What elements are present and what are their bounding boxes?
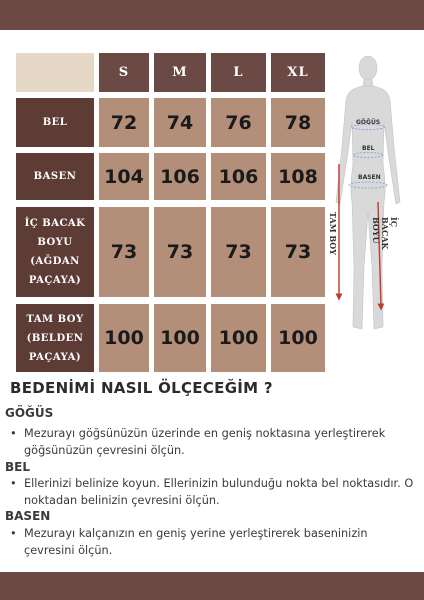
- figure-label-tam-boy: TAM BOY: [328, 212, 338, 255]
- size-header-s: S: [99, 53, 149, 92]
- section-heading-basen: BASEN: [5, 509, 51, 523]
- section-heading-bel: BEL: [5, 460, 30, 474]
- basen-s-value: 104: [99, 153, 149, 200]
- ic-bacak-l-value: 73: [211, 207, 266, 297]
- tam-boy-xl-value: 100: [271, 304, 325, 372]
- bullet-icon: •: [10, 527, 17, 540]
- section-text-basen: • Mezurayı kalçanızın en geniş yerine yerleştirerek baseninizin çevresini ölçün.: [10, 527, 368, 557]
- section-text-bel: • Ellerinizi belinize koyun. Ellerinizin bulunduğu nokta bel noktasıdır. O noktadan belinizin çevresini ölçün.: [10, 477, 414, 507]
- row-label-bel: BEL: [16, 98, 94, 147]
- tam-boy-l-value: 100: [211, 304, 266, 372]
- tam-boy-m-value: 100: [154, 304, 206, 372]
- basen-l-value: 106: [211, 153, 266, 200]
- ic-bacak-xl-value: 73: [271, 207, 325, 297]
- section-heading-gogus: GÖĞÜS: [5, 406, 54, 420]
- guide-title: BEDENİMİ NASIL ÖLÇECEĞİM ?: [10, 379, 273, 397]
- figure-label-ic-bacak: İÇ BACAK BOYU: [371, 217, 399, 250]
- size-header-xl: XL: [271, 53, 325, 92]
- row-label-ic-bacak: İÇ BACAK BOYU (AĞDAN PAÇAYA): [16, 207, 94, 297]
- section-text-gogus: • Mezurayı göğsünüzün üzerinde en geniş noktasına yerleştirerek göğsünüzün çevresini ölçün.: [10, 427, 386, 457]
- bel-s-value: 72: [99, 98, 149, 147]
- tam-boy-s-value: 100: [99, 304, 149, 372]
- size-header-m: M: [154, 53, 206, 92]
- bullet-icon: •: [10, 427, 17, 440]
- figure-label-gogus: GÖĞÜS: [356, 119, 381, 126]
- ic-bacak-s-value: 73: [99, 207, 149, 297]
- table-corner: [16, 53, 94, 92]
- size-header-l: L: [211, 53, 266, 92]
- figure-label-basen: BASEN: [358, 174, 381, 181]
- row-label-tam-boy: TAM BOY (BELDEN PAÇAYA): [16, 304, 94, 372]
- basen-xl-value: 108: [271, 153, 325, 200]
- basen-m-value: 106: [154, 153, 206, 200]
- bottom-band: [0, 572, 424, 600]
- figure-label-bel: BEL: [362, 145, 375, 152]
- bel-xl-value: 78: [271, 98, 325, 147]
- ic-bacak-m-value: 73: [154, 207, 206, 297]
- body-silhouette: [326, 52, 424, 342]
- body-measurement-figure: [326, 52, 424, 342]
- row-label-basen: BASEN: [16, 153, 94, 200]
- bel-l-value: 76: [211, 98, 266, 147]
- bullet-icon: •: [10, 477, 17, 490]
- top-band: [0, 0, 424, 30]
- bel-m-value: 74: [154, 98, 206, 147]
